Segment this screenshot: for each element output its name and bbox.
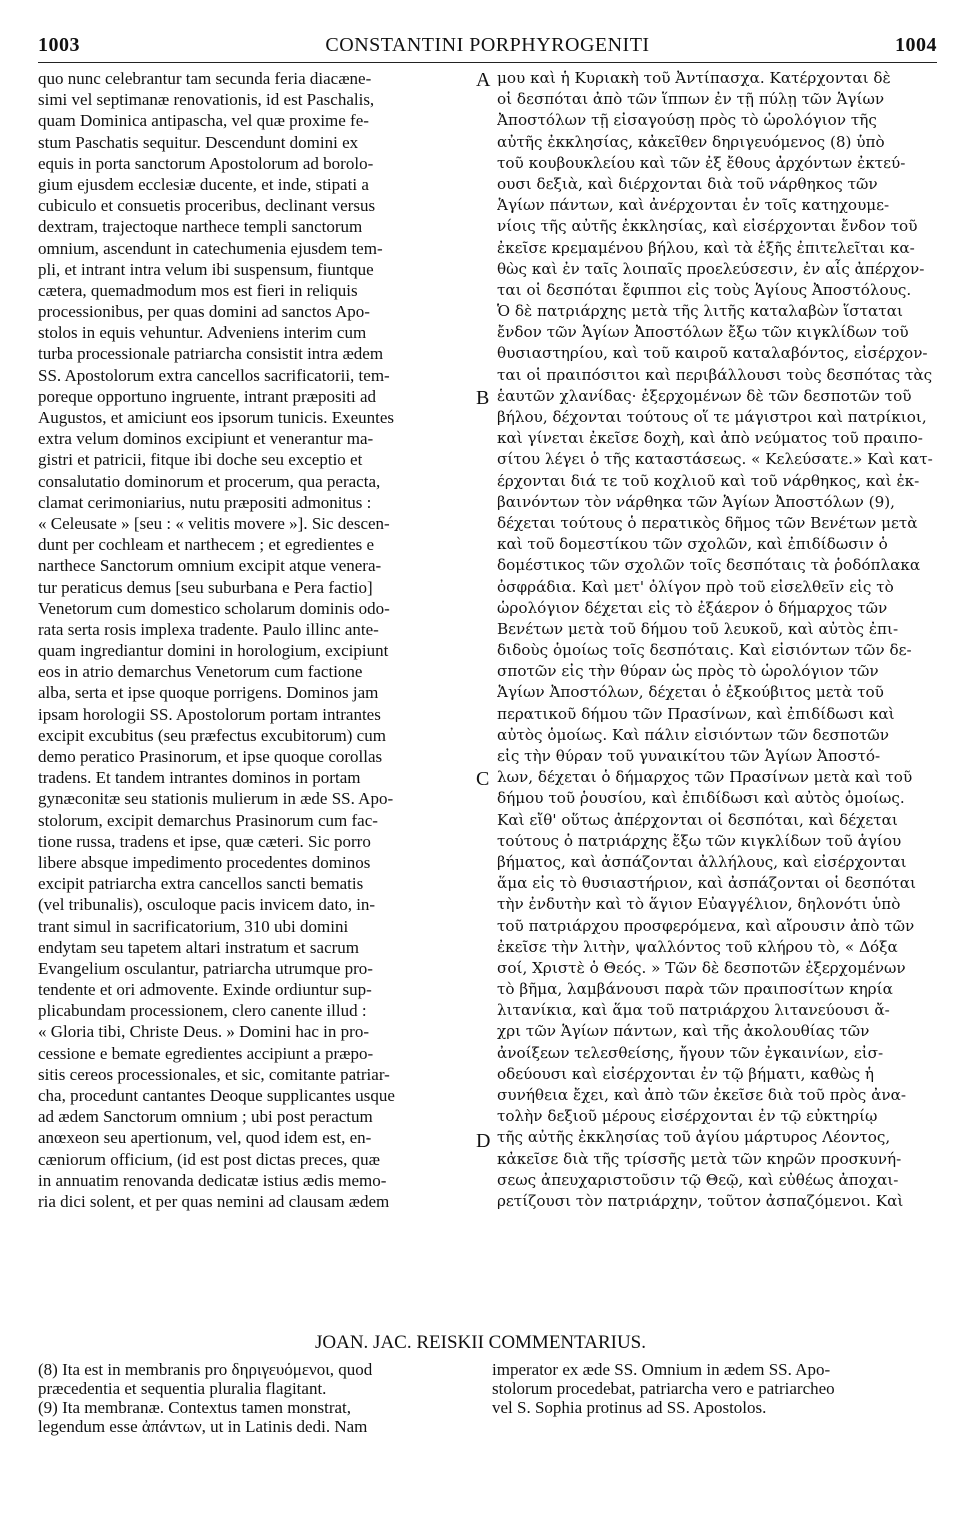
- greek-text-line: τολὴν δεξιοῦ μέρους εἰσέρχονται ἐν τῷ εὐκτηρίῳ: [497, 1107, 878, 1126]
- commentary-line: præcedentia et sequentia pluralia flagitant.: [38, 1379, 327, 1398]
- latin-text-line: processionibus, per quas domini ad sanctos Apo-: [38, 302, 370, 322]
- latin-text-line: rata serta rosis implexa tradente. Paulo illinc ante-: [38, 619, 379, 639]
- greek-text-line: εἰς τὴν θύραν τοῦ γυναικίτου τῶν Ἁγίων Ἀποστό-: [497, 747, 881, 765]
- latin-text-line: quam Dominica antipascha, vel quæ proxime fe-: [38, 111, 369, 131]
- latin-text-line: quam ingrediantur domini in horologium, excipiunt: [38, 641, 389, 661]
- latin-text-line: clamat cerimoniarius, nutu præpositi admonitus :: [38, 492, 372, 512]
- latin-text-line: SS. Apostolorum extra cancellos sacrificatorii, tem-: [38, 365, 390, 385]
- latin-text-line: cætera, quemadmodum mos est fieri in reliquis: [38, 280, 358, 300]
- greek-text-line: ὡρολόγιον δέχεται εἰς τὸ ἐξάερον ὁ δήμαρχος τῶν: [497, 598, 888, 617]
- section-marker-c: C: [476, 768, 490, 790]
- latin-text-line: Venetorum cum domestico scholarum dominis odo-: [38, 598, 390, 618]
- latin-text-line: poreque opportuno ingruente, intrant præpositi ad: [38, 386, 377, 406]
- latin-text-line: gynæconitæ seu stationis mulierum in æde SS. Apo-: [38, 789, 394, 809]
- greek-text-line: τοῦ πατριάρχου προσφερόμενα, καὶ αἴρουσιν ἀπὸ τῶν: [497, 916, 915, 935]
- commentary-line: stolorum procedebat, patriarcha vero e patriarcheo: [492, 1379, 835, 1398]
- greek-text-line: ρετίζουσι τὸν πατριάρχην, τοῦτον ἀσπαζόμενοι. Καὶ: [497, 1191, 904, 1210]
- commentary-title: JOAN. JAC. REISKII COMMENTARIUS.: [315, 1332, 646, 1353]
- greek-text-line: οδεύουσι καὶ εἰσέρχονται ἐν τῷ βήματι, καθὼς ἡ: [497, 1064, 875, 1083]
- running-header: [38, 34, 937, 64]
- latin-text-line: « Celeusate » [seu : « velitis movere »]. Sic descen-: [38, 513, 390, 533]
- greek-text-line: ουσι δεξιὰ, καὶ διέρχονται διὰ τοῦ νάρθηκος τῶν: [497, 174, 878, 193]
- latin-text-line: plicabundam processionem, clero canente illud :: [38, 1001, 367, 1021]
- latin-text-line: tradens. Et tandem intrantes dominos in portam: [38, 768, 361, 788]
- greek-text-line: διδοὺς ὁμοίως τοῖς δεσπόταις. Καὶ εἰσιόντων τῶν δε-: [497, 641, 912, 660]
- greek-text-line: βήματος, καὶ ἀσπάζονται ἀλλήλους, καὶ εἰσέρχονται: [497, 852, 907, 871]
- greek-text-line: ἐκεῖσε τὴν λιτὴν, ψαλλόντος τοῦ κλήρου τὸ, « Δόξα: [497, 937, 898, 956]
- latin-text-line: trant simul in sacrificatorium, 310 ubi domini: [38, 916, 349, 936]
- greek-text-line: ἑαυτῶν χλανίδας· ἐξερχομένων δὲ τῶν δεσποτῶν τοῦ: [497, 386, 912, 405]
- greek-text-line: θὼς καὶ ἐν ταῖς λοιπαῖς προελεύσεσιν, ἐν αἷς ἀπέρχον-: [497, 259, 925, 278]
- latin-text-line: cha, procedunt cantantes Deoque supplicantes usque: [38, 1086, 395, 1105]
- section-marker-a: A: [476, 69, 491, 91]
- greek-text-line: χρι τῶν Ἁγίων πάντων, καὶ τῆς ἀκολουθίας τῶν: [497, 1022, 870, 1041]
- greek-text-line: ται οἱ πραιπόσιτοι καὶ περιβάλλουσι τοὺς δεσπότας τὰς: [497, 365, 933, 384]
- greek-text-line: σεως ἀπευχαριστοῦσιν τῷ Θεῷ, καὶ εὐθέως ἀποχαι-: [497, 1170, 899, 1189]
- greek-text-line: τοῦ κουβουκλείου καὶ τῶν ἐξ ἔθους ἀρχόντων ἐκτεύ-: [497, 153, 906, 172]
- greek-text-line: συνήθεια ἔχει, καὶ ἀπὸ τῶν ἐκεῖσε διὰ τοῦ πρὸς ἀνα-: [497, 1086, 906, 1104]
- latin-text-line: ad ædem Sanctorum omnium ; ubi post peractum: [38, 1107, 373, 1127]
- latin-text-line: tendente et ori admovente. Exinde ordiuntur sup-: [38, 980, 372, 1000]
- greek-text-line: σοί, Χριστὲ ὁ Θεός. » Τῶν δὲ δεσποτῶν ἐξερχομένων: [497, 958, 906, 977]
- commentary-line: vel S. Sophia protinus ad SS. Apostolos.: [492, 1398, 767, 1417]
- latin-text-line: turba processionale patriarcha consistit intra ædem: [38, 344, 384, 364]
- greek-text-line: έρχονται διά τε τοῦ κοχλιοῦ καὶ τοῦ νάρθηκος, καὶ ἐκ-: [497, 471, 920, 490]
- latin-text-line: cubiculo et consuetis proceribus, declinant versus: [38, 196, 376, 216]
- commentary-line: legendum esse ἀπάντων, ut in Latinis dedi. Nam: [38, 1417, 368, 1436]
- greek-text-line: Ἀποστόλων τῇ εἰσαγούσῃ πρὸς τὸ ὡρολόγιον τῆς: [497, 111, 877, 130]
- latin-text-line: demo peratico Prasinorum, et ipse quoque corollas: [38, 747, 383, 766]
- page-number-left: 1003: [38, 34, 80, 56]
- greek-text-line: ται οἱ δεσπόται ἔφιπποι εἰς τοὺς Ἁγίους Ἀποστόλους.: [497, 280, 912, 299]
- greek-text-line: δήμου τοῦ ῥουσίου, καὶ ἐπιδίδωσι καὶ αὐτὸς ὁμοίως.: [497, 789, 905, 808]
- running-title: CONSTANTINI PORPHYROGENITI: [325, 34, 650, 56]
- latin-text-line: stum Paschatis sequitur. Descendunt domini ex: [38, 132, 359, 152]
- page-number-right: 1004: [895, 34, 937, 56]
- latin-text-line: cæniorum officium, (id est post dictas preces, quæ: [38, 1149, 380, 1169]
- greek-text-line: ὀσφράδια. Καὶ μετ' ὀλίγον πρὸ τοῦ εἰσελθεῖν εἰς τὸ: [497, 577, 894, 596]
- greek-text-line: οἱ δεσπόται ἀπὸ τῶν ἵππων ἐν τῇ πύλῃ τῶν Ἁγίων: [497, 90, 885, 109]
- latin-text-line: ria dici solent, et per quas nemini ad clausam ædem: [38, 1191, 390, 1211]
- latin-text-line: alba, serta et ipse quoque porrigens. Dominos jam: [38, 683, 379, 703]
- greek-text-line: Καὶ εἴθ' οὕτως ἀπέρχονται οἱ δεσπόται, καὶ δέχεται: [497, 810, 898, 829]
- latin-text-line: (vel tribunalis), osculoque pacis invicem dato, in-: [38, 895, 376, 915]
- latin-text-line: « Gloria tibi, Christe Deus. » Domini hac in pro-: [38, 1022, 369, 1042]
- latin-text-line: tur peraticus demus [seu suburbana e Pera factio]: [38, 577, 373, 597]
- latin-text-line: in annuatim renovanda dedicatæ istius ædis memo-: [38, 1170, 387, 1190]
- greek-text-line: μου καὶ ἡ Κυριακὴ τοῦ Ἀντίπασχα. Κατέρχονται δὲ: [497, 69, 891, 87]
- greek-text-line: κἀκεῖσε διὰ τῆς τρίσσῆς μετὰ τῶν κηρῶν προσκυνή-: [497, 1149, 902, 1168]
- latin-text-line: sitis cereos processionales, et sic, comitante patriar-: [38, 1064, 390, 1084]
- latin-text-line: consalutatio dominorum et procerum, qua peracta,: [38, 471, 381, 491]
- greek-text-line: καὶ τοῦ δομεστίκου τῶν σχολῶν, καὶ ἐπιδίδωσιν ὁ: [497, 535, 888, 554]
- greek-text-line: νίοις τῆς αὐτῆς ἐκκλησίας, καὶ εἰσέρχονται ἔνδον τοῦ: [497, 217, 918, 236]
- commentary-line: (8) Ita est in membranis pro δηριγευόμενοι, quod: [38, 1360, 373, 1379]
- commentary-notes-left: [38, 1360, 470, 1436]
- greek-text-line: τούτους ὁ πατριάρχης ἔξω τῶν κιγκλίδων τοῦ ἁγίου: [497, 831, 902, 850]
- greek-text-line: λων, δέχεται ὁ δήμαρχος τῶν Πρασίνων μετὰ καὶ τοῦ: [497, 768, 913, 787]
- latin-text-line: eos in atrio demarchus Venetorum cum factione: [38, 662, 363, 682]
- latin-text-line: gium ejusdem ecclesiæ ducente, et inde, stipati a: [38, 174, 369, 194]
- latin-text-line: libere absque impedimento procedentes dominos: [38, 852, 371, 872]
- greek-text-line: σποτῶν εἰς τὴν θύραν ὡς πρὸς τὸ ὡρολόγιον τῶν: [497, 662, 879, 681]
- greek-text-line: δομέστικος τῶν σχολῶν τοῖς δεσπόταις τὰ ῥοδόπλακα: [497, 556, 921, 575]
- latin-text-line: omnium, ascendunt in catechumenia ejusdem tem-: [38, 238, 383, 258]
- latin-text-line: Augustos, et amiciunt eos ipsorum tunicis. Exeuntes: [38, 408, 395, 427]
- latin-text-line: quo nunc celebrantur tam secunda feria diacæne-: [38, 69, 372, 88]
- greek-text-line: Ἁγίων Ἀποστόλων, δέχεται ὁ ἐξκούβιτος μετὰ τοῦ: [497, 683, 884, 702]
- greek-text-line: τὴν ἐνδυτὴν καὶ τὸ ἅγιον Εὐαγγέλιον, δηλονότι ὑπὸ: [497, 895, 901, 914]
- latin-text-line: cessione e bemate egredientes accipiunt a præpo-: [38, 1043, 374, 1063]
- greek-text-line: θυσιαστηρίου, καὶ τοῦ καιροῦ καταλαβόντος, εἰσέρχον-: [497, 344, 928, 363]
- greek-text-line: τὸ βῆμα, λαμβάνουσι παρὰ τῶν πραιποσίτων κηρία: [497, 980, 893, 999]
- latin-text-line: dunt per cochleam et narthecem ; et egredientes e: [38, 535, 375, 555]
- commentary-notes-right: [492, 1360, 937, 1417]
- latin-text-line: excipit excubitus (seu præfectus excubitorum) cum: [38, 725, 386, 745]
- latin-column: [38, 68, 470, 1212]
- greek-text-line: αὐτὸς ὁμοίως. Καὶ πάλιν εἰσιόντων τῶν δεσποτῶν: [497, 725, 890, 744]
- greek-text-line: ἐκεῖσε κρεμαμένου βήλου, καὶ τὰ ἑξῆς ἐπιτελεῖται κα-: [497, 238, 915, 257]
- latin-text-line: stolos in equis vehuntur. Adveniens interim cum: [38, 323, 367, 343]
- latin-text-line: tione russa, tradens et ipse, quæ cæteri. Sic porro: [38, 831, 371, 851]
- latin-text-line: excipit patriarcha extra cancellos sancti bematis: [38, 874, 364, 894]
- commentary-line: (9) Ita membranæ. Contextus tamen monstrat,: [38, 1398, 352, 1417]
- greek-text-line: Βενέτων μετὰ τοῦ δήμου τοῦ λευκοῦ, καὶ αὐτὸς ἐπι-: [497, 619, 899, 638]
- latin-text-line: stolorum, excipit demarchus Prasinorum cum fac-: [38, 810, 378, 830]
- commentary-line: imperator ex æde SS. Omnium in ædem SS. Apo-: [492, 1360, 831, 1379]
- greek-text-line: λιτανίκια, καὶ ἅμα τοῦ πατριάρχου λιτανεύουσι ἄ-: [497, 1001, 890, 1020]
- latin-text-line: extra velum dominos excipiunt et venerantur ma-: [38, 429, 374, 449]
- latin-text-line: ipsam horologii SS. Apostolorum portam intrantes: [38, 704, 381, 724]
- greek-column: [497, 68, 939, 1212]
- greek-text-line: Ἁγίων πάντων, καὶ ἀνέρχονται ἐν τοῖς κατηχουμε-: [497, 196, 890, 215]
- greek-text-line: δέχεται τούτους ὁ περατικὸς δῆμος τῶν Βενέτων μετὰ: [497, 513, 918, 532]
- greek-text-line: ἅμα εἰς τὸ θυσιαστήριον, καὶ ἀσπάζονται οἱ δεσπόται: [497, 874, 916, 893]
- latin-text-line: anœxeon seu apertionum, vel, quod idem est, en-: [38, 1128, 372, 1148]
- latin-text-line: Evangelium osculantur, patriarcha utrumque pro-: [38, 958, 373, 978]
- latin-text-line: endytam seu tapetem altari instratum et sacrum: [38, 937, 359, 957]
- latin-text-line: simi vel septimanæ renovationis, id est Paschalis,: [38, 90, 375, 110]
- latin-text-line: gistri et patricii, fitque ibi doche seu exceptio et: [38, 450, 363, 470]
- latin-text-line: narthece Sanctorum omnium excipit atque venera-: [38, 556, 382, 576]
- greek-text-line: αὐτῆς ἐκκλησίας, κἀκεῖθεν δηριγευόμενος (8) ὑπὸ: [497, 132, 885, 151]
- section-marker-b: B: [476, 387, 490, 409]
- section-marker-d: D: [476, 1130, 491, 1152]
- greek-text-line: ἀνοίξεων τελεσθείσης, ἤγουν τῶν ἐγκαινίων, εἰσ-: [497, 1043, 884, 1062]
- greek-text-line: βήλου, δέχονται τούτους οἵ τε μάγιστροι καὶ πατρίκιοι,: [497, 408, 927, 426]
- latin-text-line: equis in porta sanctorum Apostolorum ad borolo-: [38, 153, 374, 173]
- greek-text-line: περατικοῦ δήμου τῶν Πρασίνων, καὶ ἐπιδίδωσι καὶ: [497, 704, 895, 723]
- greek-text-line: σίτου λέγει ὁ τῆς καταστάσεως. « Κελεύσατε.» Καὶ κατ-: [497, 450, 933, 469]
- greek-text-line: ἔνδον τῶν Ἁγίων Ἀποστόλων ἔξω τῶν κιγκλίδων τοῦ: [497, 323, 909, 342]
- latin-text-line: dextram, trajectoque narthece templi sanctorum: [38, 217, 363, 237]
- greek-text-line: τῆς αὐτῆς ἐκκλησίας τοῦ ἁγίου μάρτυρος Λέοντος,: [497, 1128, 891, 1147]
- greek-text-line: Ὁ δὲ πατριάρχης μετὰ τῆς λιτῆς καταλαβὼν ἵσταται: [497, 302, 903, 321]
- header-rule: [38, 62, 937, 63]
- greek-text-line: βαινόντων τὸν νάρθηκα τῶν Ἁγίων Ἀποστόλων (9),: [497, 492, 895, 511]
- greek-text-line: καὶ γίνεται ἐκεῖσε δοχὴ, καὶ ἀπὸ νεύματος τοῦ πραιπο-: [497, 429, 923, 448]
- latin-text-line: pli, et intrant intra velum ibi suspensum, fiuntque: [38, 259, 374, 279]
